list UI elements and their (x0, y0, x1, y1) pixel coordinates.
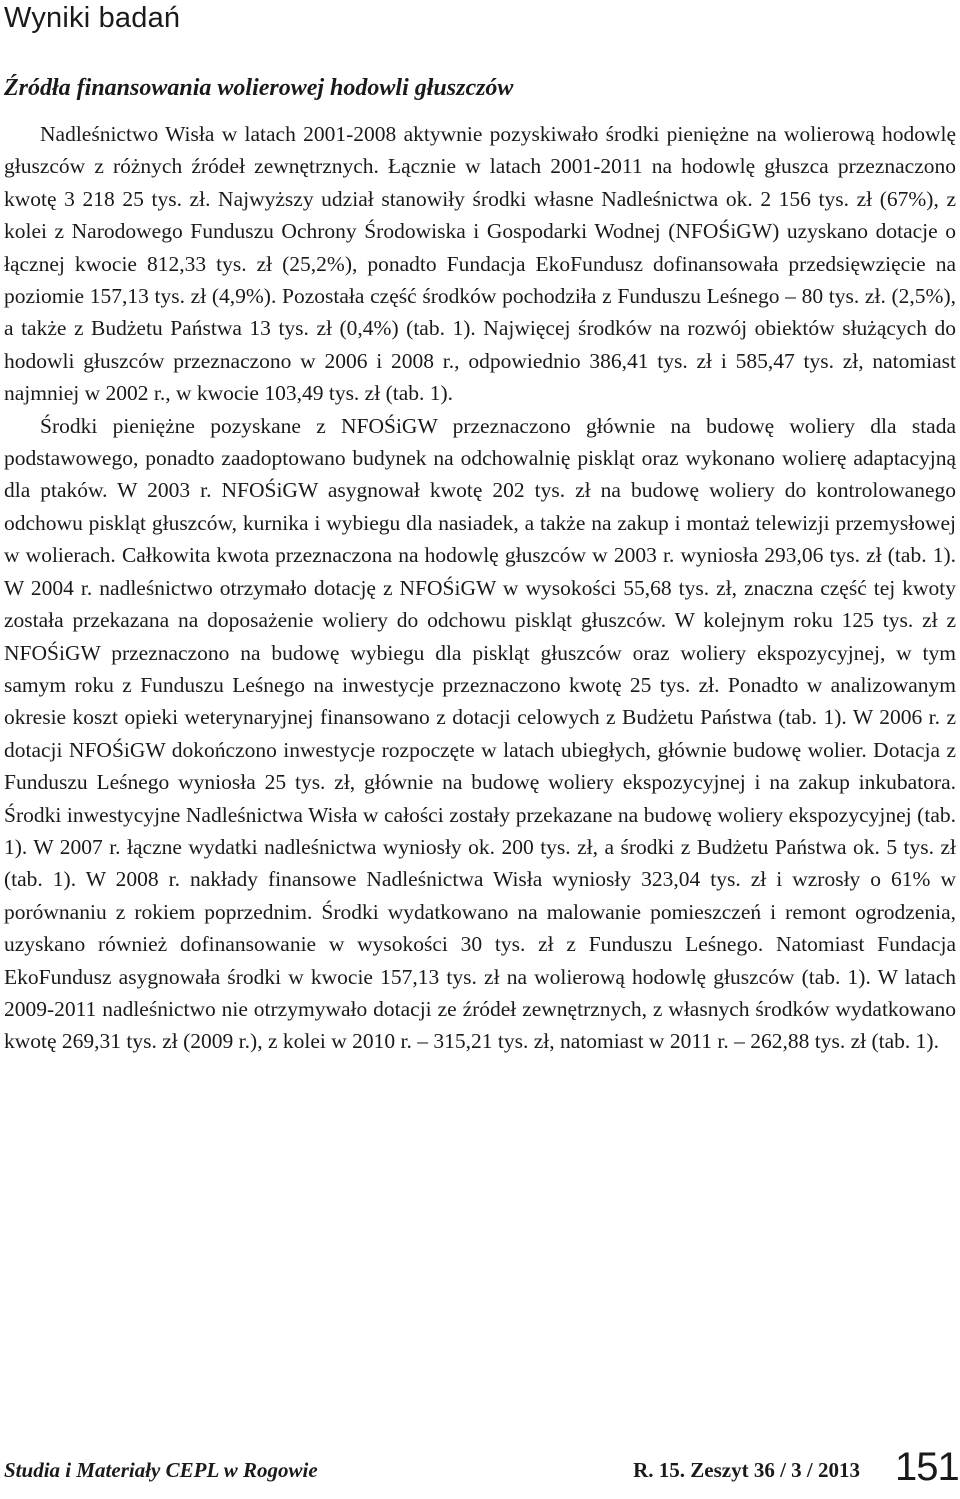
paragraph-nfosigw-investments: Środki pieniężne pozyskane z NFOŚiGW przeznaczono głównie na budowę woliery dla stada podstawowego, ponadto zaadoptowano budynek na odchowalnię piskląt oraz wykonano wolierę adaptacyjną dla ptaków. W 2003 r. NFOŚiGW asygnował kwotę 202 tys. zł na budowę woliery do kontrolowanego odchowu piskląt głuszców, kurnika i wybiegu dla nasiadek, a także na zakup i montaż telewizji przemysłowej w wolierach. Całkowita kwota przeznaczona na hodowlę głuszców w 2003 r. wyniosła 293,06 tys. zł (tab. 1). W 2004 r. nadleśnictwo otrzymało dotację z NFOŚiGW w wysokości 55,68 tys. zł, znaczna część tej kwoty została przekazana na doposażenie woliery do odchowu piskląt głuszców. W kolejnym roku 125 tys. zł z NFOŚiGW przeznaczono na budowę wybiegu dla piskląt głuszców oraz woliery ekspozycyjnej, w tym samym roku z Funduszu Leśnego na inwestycje przeznaczono kwotę 25 tys. zł. Ponadto w analizowanym okresie koszt opieki weterynaryjnej finansowano z dotacji celowych z Budżetu Państwa (tab. 1). W 2006 r. z dotacji NFOŚiGW dokończono inwestycje rozpoczęte w latach ubiegłych, głównie budowę wolier. Dotacja z Funduszu Leśnego wyniosła 25 tys. zł, głównie na budowę woliery ekspozycyjnej i na zakup inkubatora. Środki inwestycyjne Nadleśnictwa Wisła w całości zostały przekazane na budowę woliery ekspozycyjnej (tab. 1). W 2007 r. łączne wydatki nadleśnictwa wyniosły ok. 200 tys. zł, a środki z Budżetu Państwa ok. 5 tys. zł (tab. 1). W 2008 r. nakłady finansowe Nadleśnictwa Wisła wyniosły 323,04 tys. zł i wzrosły o 61% w porównaniu z rokiem poprzednim. Środki wydatkowano na malowanie pomieszczeń i remont ogrodzenia, uzyskano również dofinansowanie w wysokości 30 tys. zł z Funduszu Leśnego. Natomiast Fundacja EkoFundusz asygnowała środki w kwocie 157,13 tys. zł na wolierową hodowlę głuszców (tab. 1). W latach 2009-2011 nadleśnictwo nie otrzymywało dotacji ze źródeł zewnętrznych, z własnych środków wydatkowano kwotę 269,31 tys. zł (2009 r.), z kolei w 2010 r. – 315,21 tys. zł, natomiast w 2011 r. – 262,88 tys. zł (tab. 1). (4, 413, 956, 1054)
paragraph-funding-overview: Nadleśnictwo Wisła w latach 2001-2008 aktywnie pozyskiwało środki pieniężne na wolierową hodowlę głuszców z różnych źródeł zewnętrznych. Łącznie w latach 2001-2011 na hodowlę głuszca przeznaczono kwotę 3 218 25 tys. zł. Najwyższy udział stanowiły środki własne Nadleśnictwa ok. 2 156 tys. zł (67%), z kolei z Narodowego Funduszu Ochrony Środowiska i Gospodarki Wodnej (NFOŚiGW) uzyskano dotacje o łącznej kwocie 812,33 tys. zł (25,2%), ponadto Fundacja EkoFundusz dofinansowała przedsięwzięcie na poziomie 157,13 tys. zł (4,9%). Pozostała część środków pochodziła z Funduszu Leśnego – 80 tys. zł. (2,5%), a także z Budżetu Państwa 13 tys. zł (0,4%) (tab. 1). Najwięcej środków na rozwój obiektów służących do hodowli głuszców przeznaczono w 2006 i 2008 r., odpowiednio 386,41 tys. zł i 585,47 tys. zł, natomiast najmniej w 2002 r., w kwocie 103,49 tys. zł (tab. 1). (4, 122, 956, 406)
page-number: 151 (895, 1445, 959, 1489)
article-body (4, 118, 956, 1058)
section-title: Wyniki badań (4, 2, 181, 34)
subsection-title: Źródła finansowania wolierowej hodowli głuszczów (4, 75, 514, 101)
issue-info: R. 15. Zeszyt 36 / 3 / 2013 (633, 1458, 860, 1482)
journal-title: Studia i Materiały CEPL w Rogowie (4, 1458, 318, 1482)
